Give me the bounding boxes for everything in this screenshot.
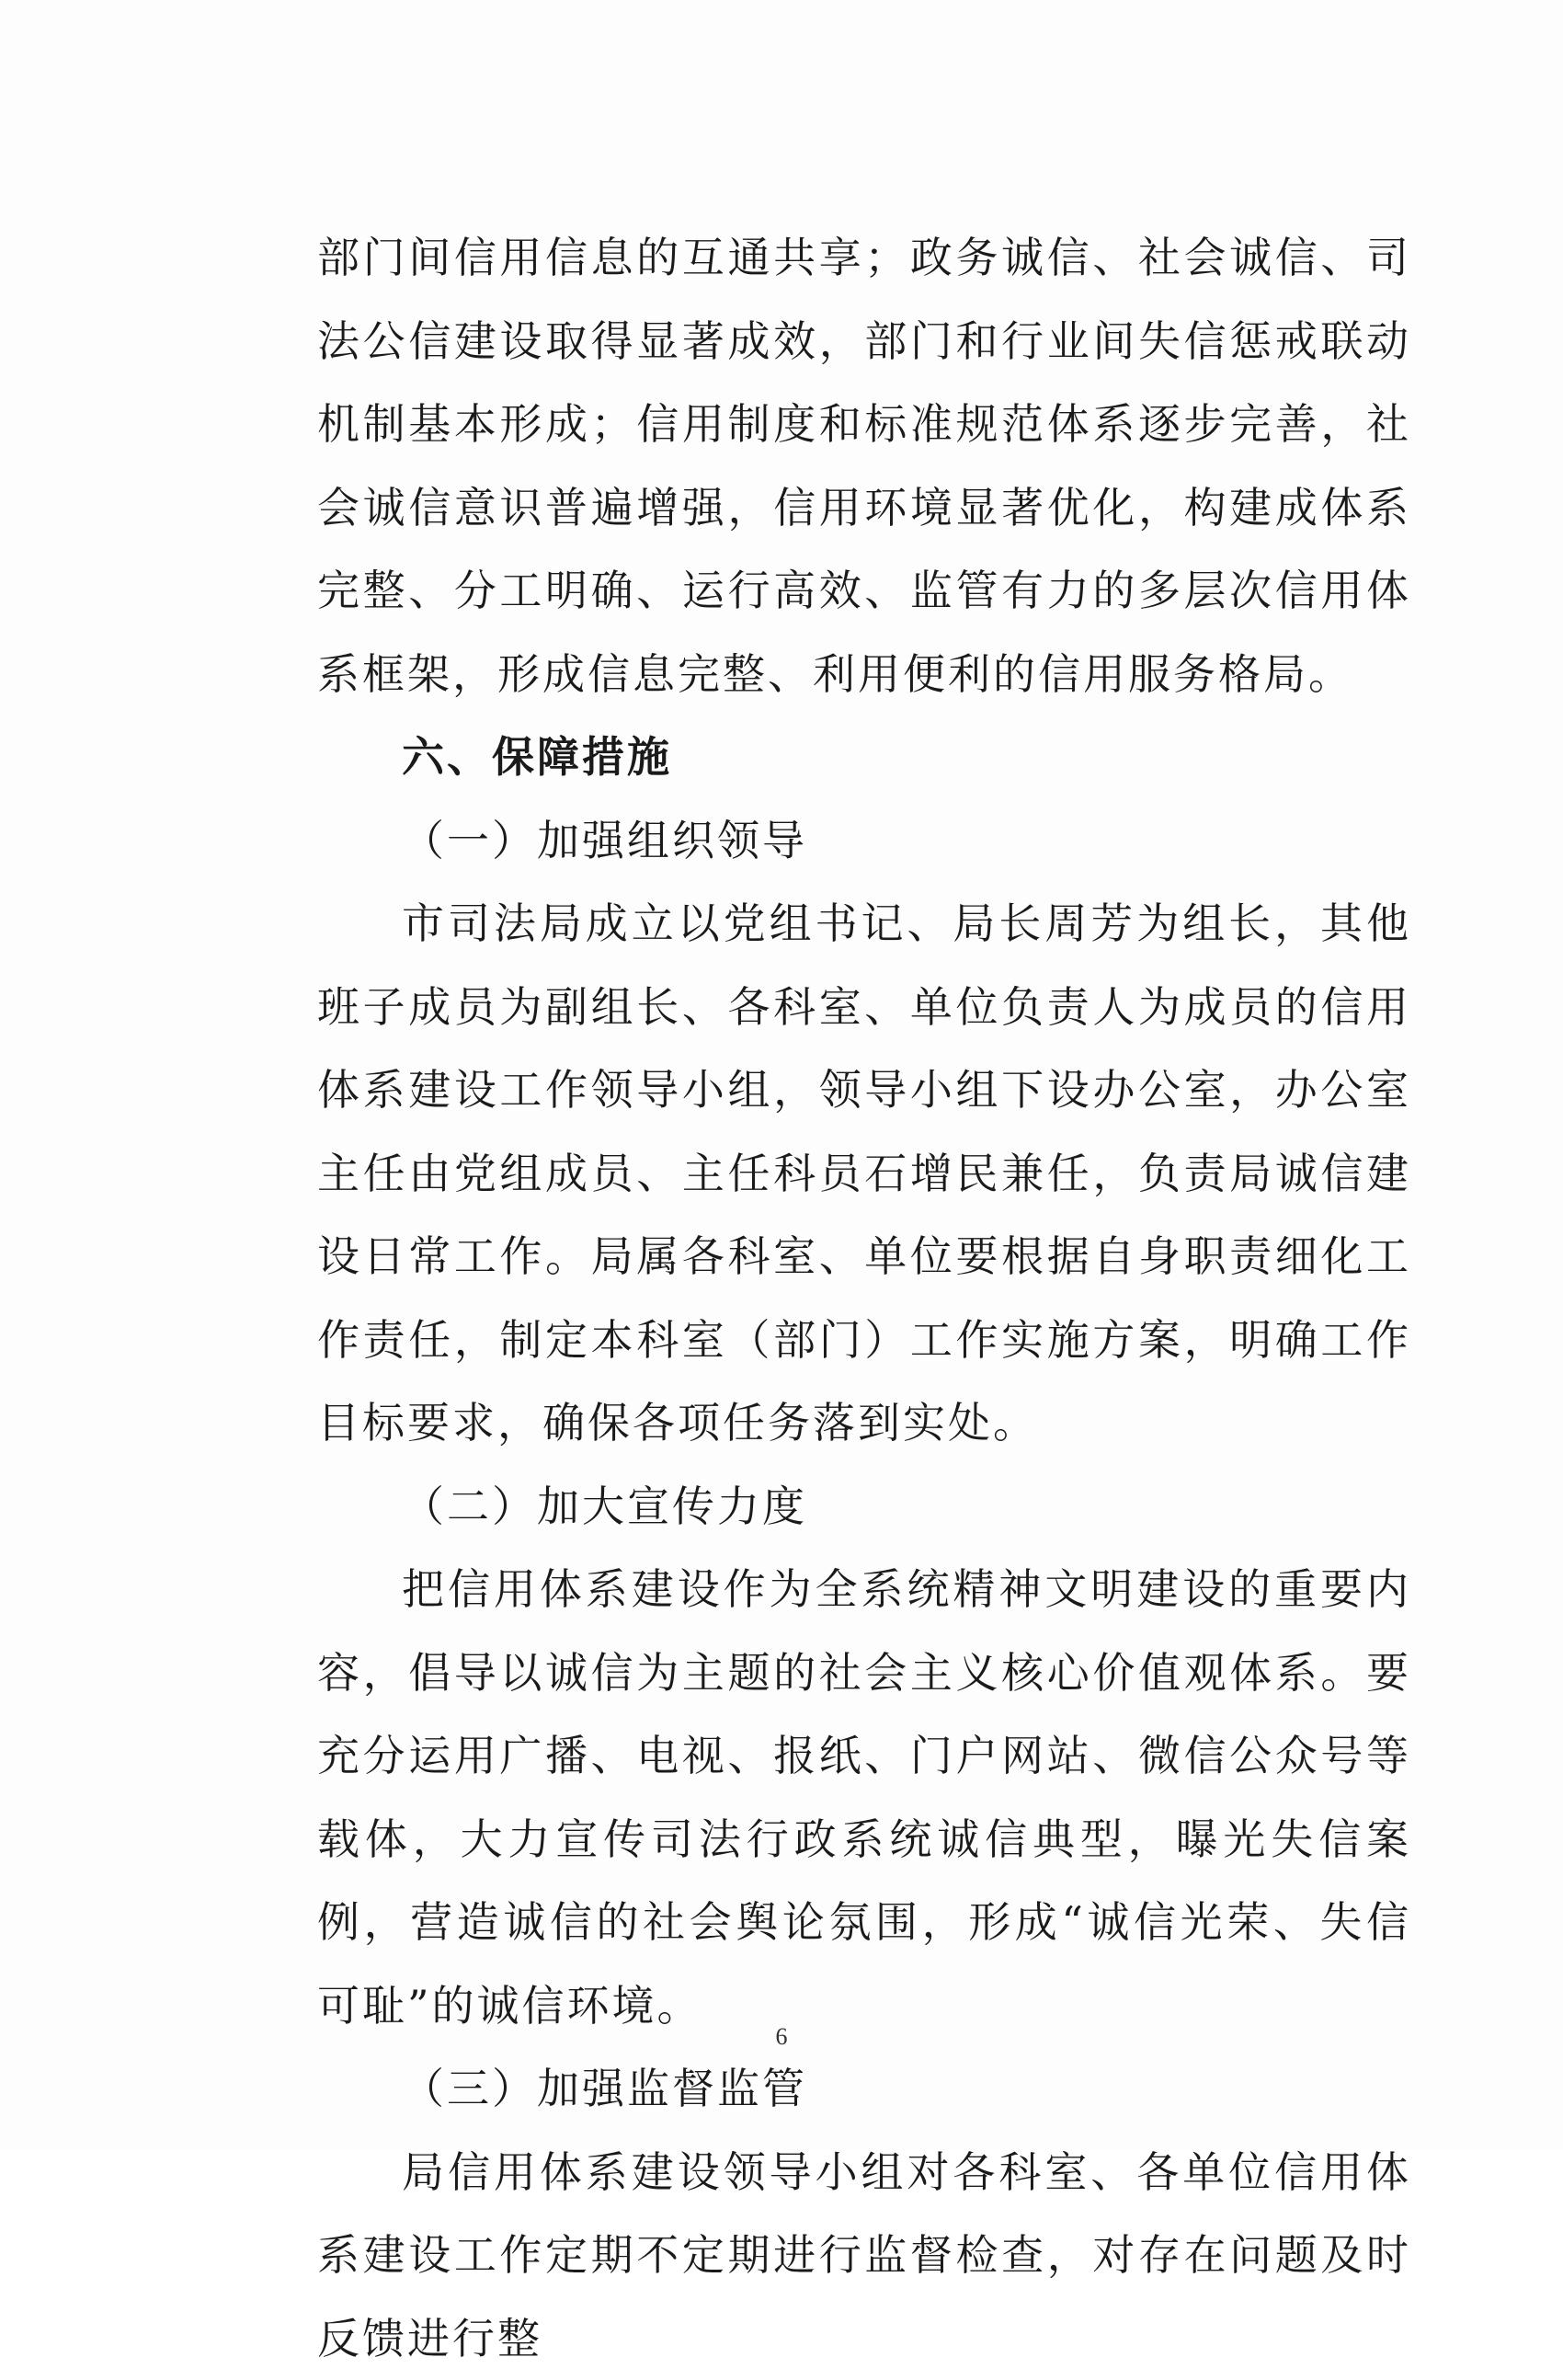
subsection-heading-publicity: （二）加大宣传力度 [317, 1465, 1411, 1549]
document-body [317, 216, 1411, 2380]
paragraph-credit-goals: 部门间信用信息的互通共享；政务诚信、社会诚信、司法公信建设取得显著成效，部门和行业间失信惩戒联动机制基本形成；信用制度和标准规范体系逐步完善，社会诚信意识普遍增强，信用环境显著优化，构建成体系完整、分工明确、运行高效、监管有力的多层次信用体系框架，形成信息完整、利用便利的信用服务格局。 [317, 216, 1411, 715]
section-heading-safeguards: 六、保障措施 [317, 715, 1411, 799]
paragraph-supervision: 局信用体系建设领导小组对各科室、各单位信用体系建设工作定期不定期进行监督检查，对存在问题及时反馈进行整 [317, 2131, 1411, 2380]
subsection-heading-organization: （一）加强组织领导 [317, 799, 1411, 883]
page-number: 6 [0, 2023, 1563, 2051]
subsection-heading-supervision: （三）加强监督监管 [317, 2047, 1411, 2131]
paragraph-organization: 市司法局成立以党组书记、局长周芳为组长，其他班子成员为副组长、各科室、单位负责人为成员的信用体系建设工作领导小组，领导小组下设办公室，办公室主任由党组成员、主任科员石增民兼任，负责局诚信建设日常工作。局属各科室、单位要根据自身职责细化工作责任，制定本科室（部门）工作实施方案，明确工作目标要求，确保各项任务落到实处。 [317, 882, 1411, 1465]
paragraph-publicity: 把信用体系建设作为全系统精神文明建设的重要内容，倡导以诚信为主题的社会主义核心价值观体系。要充分运用广播、电视、报纸、门户网站、微信公众号等载体，大力宣传司法行政系统诚信典型，曝光失信案例，营造诚信的社会舆论氛围，形成“诚信光荣、失信可耻”的诚信环境。 [317, 1548, 1411, 2047]
